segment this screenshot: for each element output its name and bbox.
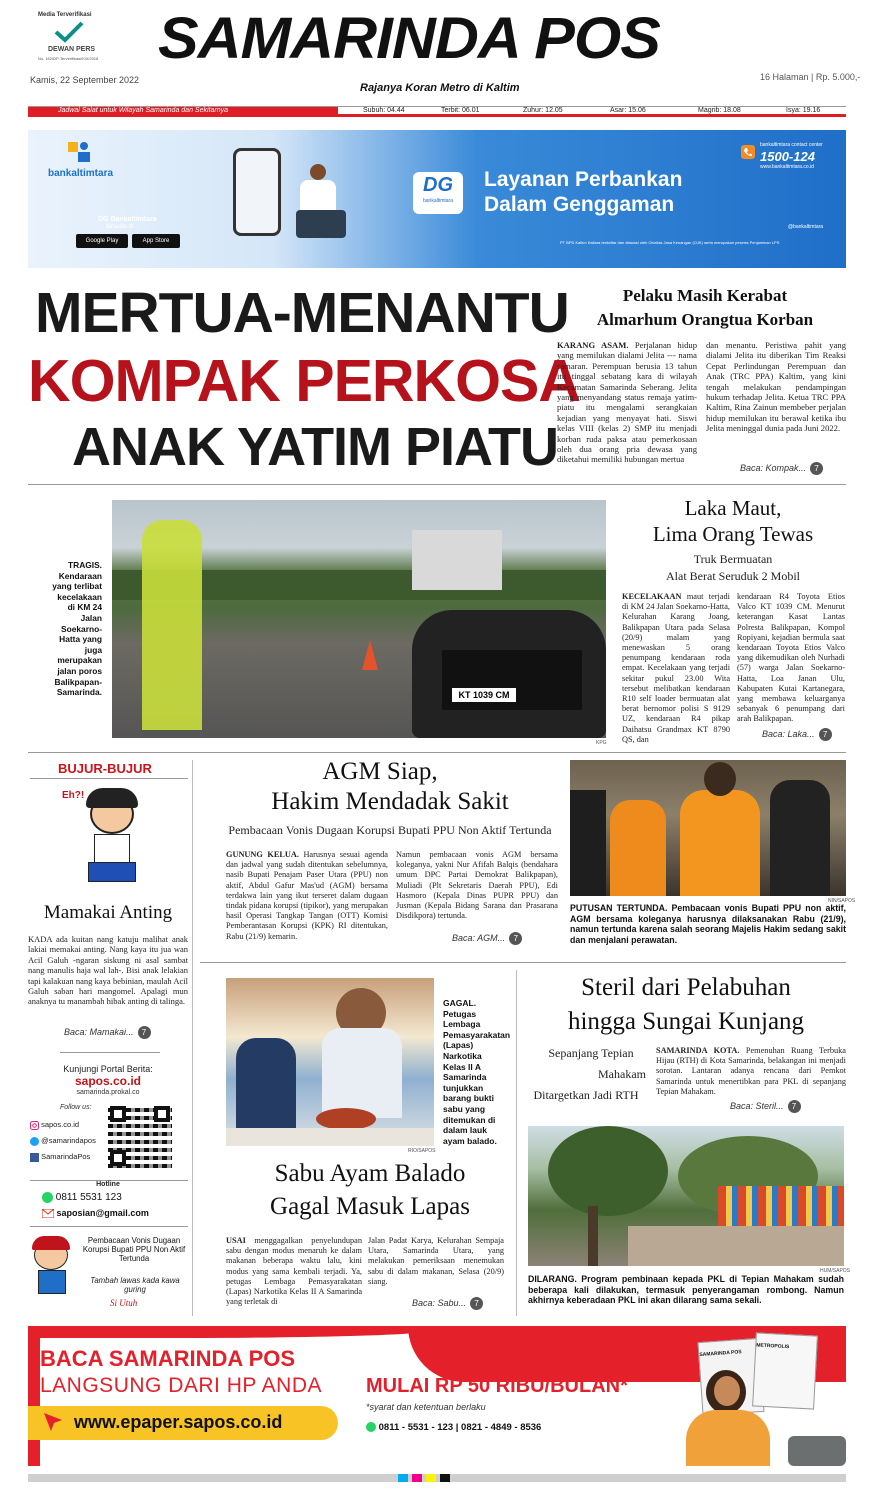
pelaku-continue-link[interactable] bbox=[740, 462, 823, 475]
laka-subtitle-2: Alat Berat Seruduk 2 Mobil bbox=[666, 569, 800, 583]
social-facebook-label: SamarindaPos bbox=[41, 1152, 91, 1161]
paper-2-title: METROPOLIS bbox=[756, 1342, 790, 1351]
verified-badge bbox=[38, 12, 128, 67]
dg-logo-sub: bankaltimtara bbox=[422, 198, 453, 204]
agm-page-number: 7 bbox=[509, 932, 522, 945]
sabu-text-1: menggagalkan penyelundupan sabu dengan modus menaruh ke dalam makanan beberapa waktu lalu, kini modus yang sama kembali terjadi. Ya, petugas Lembaga Pemasyarakatan (Lapas) Narkotika Kelas II A Samarinda yang terletak di bbox=[226, 1236, 362, 1307]
laka-continue-link[interactable] bbox=[762, 728, 832, 741]
steril-dateline: SAMARINDA KOTA. bbox=[656, 1046, 740, 1055]
hotline-email-address: saposian@gmail.com bbox=[56, 1208, 149, 1218]
steril-subtitle-2: Mahakam bbox=[598, 1067, 646, 1081]
portal-label: Kunjungi Portal Berita: bbox=[63, 1064, 153, 1074]
promo-cartoon bbox=[30, 1236, 78, 1296]
prayer-time-magrib: Magrib: 18.08 bbox=[698, 107, 741, 114]
agm-title-1: AGM Siap, bbox=[322, 758, 438, 785]
agm-text-2: Namun pembacaan vonis AGM bersama koleganya, yakni Nur Afifah Balqis (bendahara umum DPC Partai Demokrat Balikpapan), Muliadi (Plt Sekretaris Daerah PPU), Edi Hasmoro (Kepala Dinas PUPR PPU) dan Jusman (Kepala Bidang Sarana dan Prasarana Disdikpora) tertunda. bbox=[396, 850, 558, 921]
hotline-phone-number: 0811 5531 123 bbox=[55, 1192, 122, 1204]
verified-label: Media Terverifikasi bbox=[38, 12, 92, 18]
steril-photo-credit: HUM/SAPOS bbox=[820, 1268, 851, 1274]
laka-photo-credit: KPG bbox=[596, 740, 607, 746]
license-plate: KT 1039 CM bbox=[452, 688, 516, 702]
sabu-photo bbox=[226, 978, 434, 1146]
main-headline-line2: KOMPAK PERKOSA bbox=[28, 348, 581, 414]
epaper-url-bar[interactable] bbox=[28, 1406, 338, 1440]
social-twitter-label: @samarindapos bbox=[41, 1136, 96, 1145]
dg-logo bbox=[413, 172, 463, 214]
social-twitter[interactable] bbox=[30, 1136, 96, 1146]
person-illustration bbox=[290, 160, 350, 240]
hotline-phone[interactable] bbox=[42, 1192, 122, 1203]
social-instagram-label: sapos.co.id bbox=[41, 1120, 80, 1129]
masthead-title: SAMARINDA POS bbox=[158, 6, 660, 71]
prayer-bar-label: Jadwal Salat untuk Wilayah Samarinda dan Sekitarnya bbox=[28, 107, 338, 115]
divider bbox=[28, 752, 846, 753]
bank-social: @bankaltimtara bbox=[788, 224, 824, 230]
instagram-icon bbox=[30, 1121, 39, 1130]
pelaku-text-1: Perjalanan hidup yang memilukan dialami Jelita --- nama samaran. Perempuan berusia 13 tahun itu tinggal sebatang kara di wilayah Kecamatan Samarinda Seberang. Jelita yang menyandang status remaja yatim-piatu itu mengalami serangkaian kejadian yang menyayat hati. Siswi kelas VIII (kelas 2) SMP itu menjadi korban ruda paksa atau pemerkosaan oleh dua orang pria dewasa yang diketahui memiliki hubungan mertua bbox=[557, 340, 697, 465]
pelaku-text-2: dan menantu. Peristiwa pahit yang dialami Jelita itu diberikan Tim Reaksi Cepat Perlindungan Perempuan dan Anak (TRC PPA) Kaltim, yang kini tengah melakukan pendampingan hukum terhadap Jelita. Ketua TRC PPA Kaltim, Rina Zainun membeber perjalan hidup memilukan itu berawal ketika ibu Jelita meninggal dunia pada Juni 2022. bbox=[706, 340, 846, 434]
steril-baca: Baca: Steril... bbox=[730, 1100, 784, 1111]
contact-label: bankaltimtara contact center bbox=[760, 142, 823, 148]
agm-col-1 bbox=[226, 850, 388, 942]
prayer-time-subuh: Subuh: 04.44 bbox=[363, 107, 405, 114]
sabu-baca: Baca: Sabu... bbox=[412, 1297, 467, 1308]
sabu-continue-link[interactable] bbox=[412, 1297, 483, 1310]
epaper-line1: BACA SAMARINDA POS bbox=[40, 1346, 296, 1371]
facebook-icon bbox=[30, 1153, 39, 1162]
agm-text-1: Harusnya sesuai agenda dan jadwal yang sudah ditentukan sebelumnya, nasib Bupati Penajam Paser Utara (PPU) non aktif, Abdul Gafur Mas'ud (AGM) bersama terdakwa lain yang ikut terseret dalam dugaan tindak pidana korupsi (tipikor), yang merupakan hasil Operasi Tangkap Tangan (OTT) Komisi Pemberantasan Korupsi (KPK) RI ditentukan, Rabu (21/9) kemarin. bbox=[226, 850, 388, 941]
epaper-phones-row bbox=[366, 1422, 541, 1433]
sabu-photo-caption: GAGAL. Petugas Lembaga Pemasyarakatan (Lapas) Narkotika Kelas II A Samarinda tunjukkan barang bukti sabu yang ditemukan di dalam lauk ayam balado. bbox=[443, 998, 511, 1146]
laka-baca: Baca: Laka... bbox=[762, 728, 815, 739]
dg-label: DG Bankaltimtara bbox=[98, 216, 157, 223]
sabu-dateline: USAI bbox=[226, 1236, 246, 1245]
prayer-time-asar: Asar: 15.06 bbox=[610, 107, 646, 114]
bujur-header: BUJUR-BUJUR bbox=[58, 761, 152, 776]
sabu-photo-credit: RIO/SAPOS bbox=[408, 1148, 436, 1154]
prayer-time-isya: Isya: 19.16 bbox=[786, 107, 821, 114]
dewan-pers-label: DEWAN PERS bbox=[48, 46, 96, 53]
bank-ad-headline-1: Layanan Perbankan bbox=[484, 168, 683, 191]
whatsapp-icon bbox=[42, 1192, 53, 1203]
bank-website[interactable]: www.bankaltimtara.co.id bbox=[760, 164, 814, 170]
app-store-label: App Store bbox=[142, 238, 170, 244]
steril-riverside-photo bbox=[528, 1126, 844, 1266]
epaper-terms: *syarat dan ketentuan berlaku bbox=[366, 1402, 486, 1412]
agm-baca: Baca: AGM... bbox=[452, 932, 506, 943]
masthead-tagline: Rajanya Koran Metro di Kaltim bbox=[360, 82, 520, 94]
steril-photo-caption: DILARANG. Program pembinaan kepada PKL di Tepian Mahakam sudah beberapa kali dilakukan, termasuk penyerangaman rombong. Namun akhirnya keberadaan PKL ini akan dilarang sama sekali. bbox=[528, 1274, 844, 1306]
steril-col-1 bbox=[656, 1046, 846, 1097]
divider bbox=[30, 1226, 188, 1227]
bujur-page-number: 7 bbox=[138, 1026, 151, 1039]
laka-text-2: kendaraan R4 Toyota Etios Valco KT 1039 CM. Menurut keterangan Kasat Lantas Polresta Balikpapan, Kompol Ropiyani, kejadian bermula saat kendaraan Toyota Etios Valco yang dikemudikan oleh Nurhadi (57) warga Jalan Soekarno-Hatta, Loa Janan Ulu, Kabupaten Kutai Kartanegara, yang membawa keluarganya sebanyak 6 penumpang dari arah Balikpapan. bbox=[737, 592, 845, 724]
epaper-advertisement[interactable] bbox=[28, 1326, 846, 1466]
agm-courtroom-photo bbox=[570, 760, 846, 896]
dewan-pers-number: No. 162/DP-Terverifikasi/K/II/2018 bbox=[38, 56, 99, 61]
bank-advertisement[interactable] bbox=[28, 130, 846, 268]
follow-label: Follow us: bbox=[60, 1104, 92, 1111]
steril-continue-link[interactable] bbox=[730, 1100, 801, 1113]
checkmark-icon bbox=[54, 21, 84, 43]
steril-page-number: 7 bbox=[788, 1100, 801, 1113]
divider bbox=[30, 778, 188, 779]
agm-photo-credit: NIN/SAPOS bbox=[828, 898, 856, 904]
prayer-bar bbox=[28, 106, 846, 117]
divider bbox=[516, 970, 517, 1316]
reader-illustration bbox=[678, 1366, 788, 1466]
prayer-time-zuhur: Zuhur: 12.05 bbox=[523, 107, 563, 114]
bujur-cartoon bbox=[58, 784, 168, 894]
steril-text-1: Pemenuhan Ruang Terbuka Hijau (RTH) di Kota Samarinda, belakangan ini menjadi sorotan. Lantaran adanya rencana dari Pemkot Samarinda untuk menertibkan para PKL di sepanjang Tepian Mahakam. bbox=[656, 1046, 846, 1096]
epaper-line2: LANGSUNG DARI HP ANDA bbox=[40, 1374, 323, 1397]
contact-number: 1500-124 bbox=[760, 149, 815, 164]
steril-subtitle-3: Ditargetkan Jadi RTH bbox=[533, 1088, 639, 1102]
divider bbox=[28, 484, 846, 485]
epaper-price: MULAI RP 50 RIBU/BULAN* bbox=[366, 1375, 628, 1397]
google-play-button[interactable] bbox=[76, 234, 128, 248]
whatsapp-icon bbox=[366, 1422, 376, 1432]
laka-col-2 bbox=[737, 592, 845, 725]
pages-price: 16 Halaman | Rp. 5.000,- bbox=[760, 72, 861, 82]
bujur-title: Mamakai Anting bbox=[43, 902, 173, 923]
laka-col-1 bbox=[622, 592, 730, 745]
pelaku-page-number: 7 bbox=[810, 462, 823, 475]
portal-site[interactable]: sapos.co.id bbox=[74, 1074, 142, 1088]
hotline-label: Hotline bbox=[96, 1181, 120, 1188]
laka-subtitle-1: Truk Bermuatan bbox=[693, 552, 773, 566]
agm-col-2 bbox=[396, 850, 558, 921]
divider bbox=[60, 1052, 160, 1053]
google-play-label: Google Play bbox=[85, 238, 119, 244]
divider bbox=[192, 760, 193, 1316]
bank-disclaimer: PT BPD Kaltim Kaltara terdaftar dan diawasi oleh Otoritas Jasa Keuangan (OJK) serta merupakan peserta Penjaminan LPS bbox=[560, 240, 780, 245]
phone-illustration bbox=[233, 148, 281, 236]
social-facebook[interactable] bbox=[30, 1152, 90, 1162]
bujur-bubble: Eh?! bbox=[62, 790, 85, 801]
laka-page-number: 7 bbox=[819, 728, 832, 741]
bujur-continue-link[interactable] bbox=[64, 1026, 151, 1039]
bujur-baca: Baca: Mamakai... bbox=[64, 1026, 134, 1037]
laka-photo-caption: TRAGIS. Kendaraan yang terlibat kecelakaan di KM 24 Jalan Soekarno-Hatta yang juga merupakan jalan poros Balikpapan-Samarinda. bbox=[52, 560, 102, 698]
qr-code[interactable] bbox=[108, 1104, 172, 1168]
bujur-text: KADA ada kuitan nang katuju malihat anak lakiai memakai anting. Nang kaya itu jua wan Acil Galuh -ngaran siskung ni asal sambat nang manulis haja wal lah-. Bisi anak lelakian tapi kalakuan nang kaya bebinian, maulah Acil Galuh saban hari mangomel. Apalagi mun anaknya tu manambah hibak anting di talinga. bbox=[28, 934, 188, 1007]
email-icon bbox=[42, 1209, 54, 1218]
pelaku-dateline: KARANG ASAM. bbox=[557, 340, 629, 350]
pelaku-col-2 bbox=[706, 340, 846, 434]
bank-brand: bankaltimtara bbox=[48, 168, 114, 179]
agm-dateline: GUNUNG KELUA. bbox=[226, 850, 299, 859]
sabu-page-number: 7 bbox=[470, 1297, 483, 1310]
available-label: tersedia di : bbox=[106, 224, 138, 230]
bank-ad-headline-2: Dalam Genggaman bbox=[484, 193, 675, 216]
epaper-phones: 0811 - 5531 - 123 | 0821 - 4849 - 8536 bbox=[378, 1422, 542, 1433]
prayer-time-terbit: Terbit: 06.01 bbox=[441, 107, 480, 114]
pelaku-title-1: Pelaku Masih Kerabat bbox=[622, 286, 788, 305]
epaper-url[interactable]: www.epaper.sapos.co.id bbox=[74, 1412, 283, 1432]
dg-logo-text: DG bbox=[423, 174, 453, 196]
color-registration-marks bbox=[398, 1474, 478, 1482]
steril-title-1: Steril dari Pelabuhan bbox=[581, 974, 791, 1001]
laka-text-1: maut terjadi di KM 24 Jalan Soekarno-Hatta, Kelurahan Karang Joang, Balikpapan Utara pada Selasa (20/9) malam yang menewaskan 5 orang penumpang kendaraan roda empat. Kecelakaan yang terjadi sekitar pukul 23.00 Wita tersebut melibatkan kendaraan R10 self loader bermuatan alat berat bernomor polisi S 9129 UZ, kendaraan R4 pikap Daihatsu Grandmax KT 8790 QS, dan bbox=[622, 592, 730, 744]
social-instagram[interactable] bbox=[30, 1120, 79, 1130]
agm-title-2: Hakim Mendadak Sakit bbox=[271, 788, 509, 815]
issue-date: Kamis, 22 September 2022 bbox=[30, 75, 140, 85]
agm-subtitle: Pembacaan Vonis Dugaan Korupsi Bupati PPU Non Aktif Tertunda bbox=[228, 823, 552, 837]
laka-accident-photo bbox=[112, 500, 606, 738]
twitter-icon bbox=[30, 1137, 39, 1146]
agm-continue-link[interactable] bbox=[452, 932, 522, 945]
paper-1-title: SAMARINDA POS bbox=[699, 1349, 742, 1359]
sabu-col-2 bbox=[368, 1236, 504, 1287]
pelaku-title-2: Almarhum Orangtua Korban bbox=[596, 310, 814, 329]
cursor-icon bbox=[42, 1411, 66, 1435]
steril-subtitle-1: Sepanjang Tepian bbox=[548, 1046, 634, 1060]
divider bbox=[200, 962, 846, 963]
promo-title: Pembacaan Vonis Dugaan Korupsi Bupati PPU Non Aktif Tertunda bbox=[82, 1236, 186, 1264]
main-headline-line1: MERTUA-MENANTU bbox=[35, 281, 569, 345]
promo-text: Tambah lawas kada kawa guring bbox=[90, 1276, 180, 1294]
sabu-text-2: Jalan Padat Karya, Kelurahan Sempaja Utara, Samarinda Utara, yang melakukan pemeriksaan menemukan sabu di dalam makanan, Selasa (20/9) siang. bbox=[368, 1236, 504, 1286]
laka-dateline: KECELAKAAN bbox=[622, 592, 682, 601]
portal-sub[interactable]: samarinda.prokal.co bbox=[76, 1089, 140, 1096]
promo-signature: Si Utuh bbox=[110, 1298, 138, 1308]
pelaku-baca: Baca: Kompak... bbox=[740, 462, 807, 473]
laka-title-1: Laka Maut, bbox=[684, 496, 782, 520]
app-store-button[interactable] bbox=[132, 234, 180, 248]
agm-photo-caption: PUTUSAN TERTUNDA. Pembacaan vonis Bupati PPU non aktif, AGM bersama koleganya harusnya dilaksanakan Rabu (21/9), namun tertunda karena salah seorang Majelis Hakim sedang sakit dan menjalani perawatan. bbox=[570, 903, 846, 945]
sabu-col-1 bbox=[226, 1236, 362, 1307]
hotline-email[interactable] bbox=[42, 1208, 149, 1218]
phone-icon bbox=[740, 144, 756, 160]
main-headline-line3: ANAK YATIM PIATU bbox=[72, 417, 559, 477]
laka-title-2: Lima Orang Tewas bbox=[652, 522, 814, 546]
steril-title-2: hingga Sungai Kunjang bbox=[567, 1008, 805, 1035]
pelaku-col-1 bbox=[557, 340, 697, 465]
sabu-title-2: Gagal Masuk Lapas bbox=[270, 1193, 470, 1220]
bank-logo-icon bbox=[66, 140, 92, 164]
sabu-title-1: Sabu Ayam Balado bbox=[274, 1160, 466, 1187]
